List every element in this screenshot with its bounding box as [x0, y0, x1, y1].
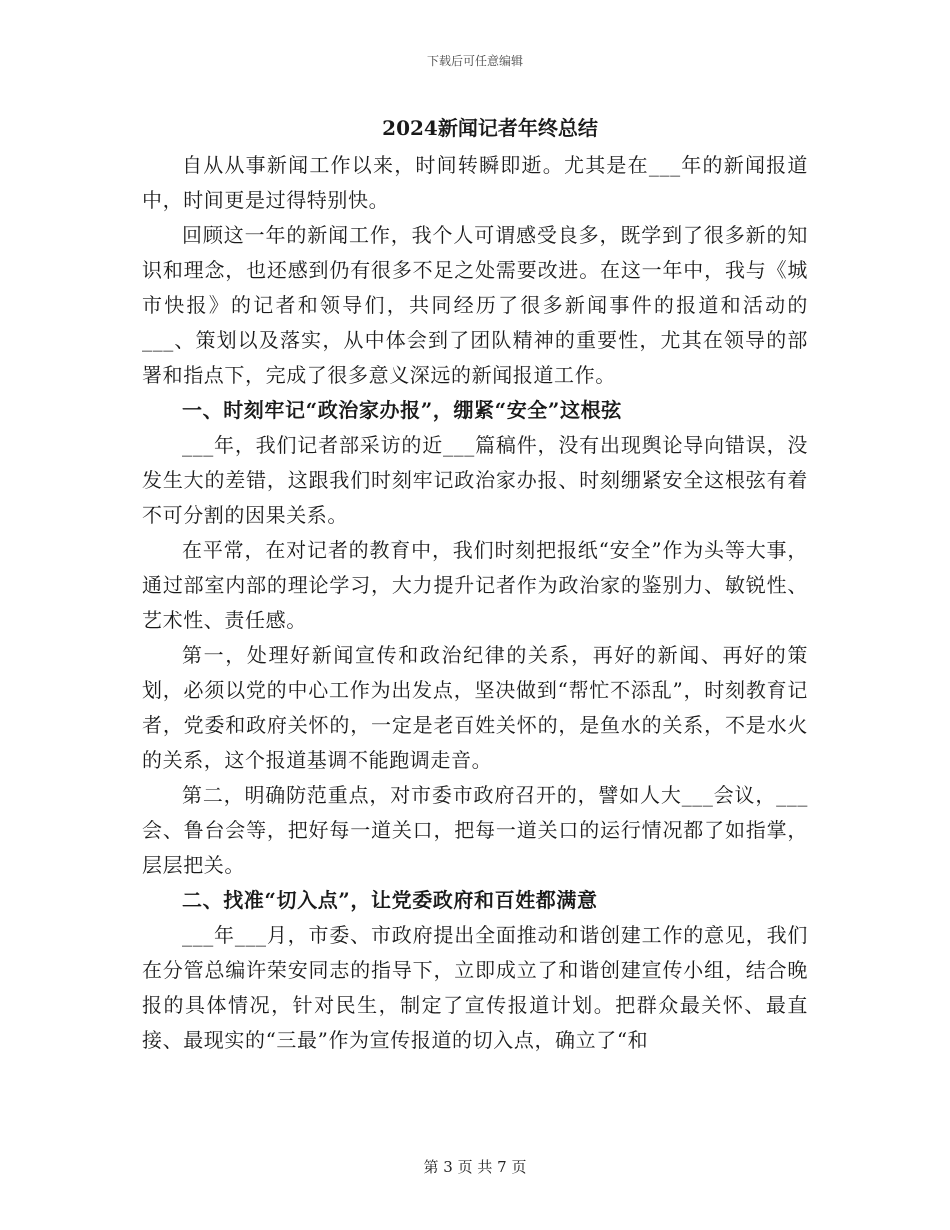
paragraph-section1-b: 在平常，在对记者的教育中，我们时刻把报纸“安全”作为头等大事，通过部室内部的理论学习，大力提升记者作为政治家的鉴别力、敏锐性、艺术性、责任感。	[142, 538, 808, 632]
section-heading-2: 二、找准“切入点”，让党委政府和百姓都满意	[182, 888, 598, 912]
page-footer: 第 3 页 共 7 页	[423, 1158, 527, 1176]
section-heading-1: 一、时刻牢记“政治家办报”，绷紧“安全”这根弦	[182, 398, 622, 422]
document-title: 2024新闻记者年终总结	[382, 116, 598, 140]
paragraph-second-point: 第二，明确防范重点，对市委市政府召开的，譬如人大___会议，___会、鲁台会等，把好每一道关口，把每一道关口的运行情况都了如指掌，层层把关。	[142, 783, 808, 877]
document-body	[142, 108, 808, 1058]
paragraph-first-point: 第一，处理好新闻宣传和政治纪律的关系，再好的新闻、再好的策划，必须以党的中心工作为出发点，坚决做到“帮忙不添乱”，时刻教育记者，党委和政府关怀的，一定是老百姓关怀的，是鱼水的关系，不是水火的关系，这个报道基调不能跑调走音。	[142, 643, 808, 772]
paragraph-section2-a: ___年___月，市委、市政府提出全面推动和谐创建工作的意见，我们在分管总编许荣安同志的指导下，立即成立了和谐创建宣传小组，结合晚报的具体情况，针对民生，制定了宣传报道计划。把群众最关怀、最直接、最现实的“三最”作为宣传报道的切入点，确立了“和	[142, 923, 808, 1052]
paragraph-intro: 自从从事新闻工作以来，时间转瞬即逝。尤其是在___年的新闻报道中，时间更是过得特别快。	[142, 153, 808, 212]
page-header: 下载后可任意编辑	[426, 54, 523, 68]
paragraph-section1-a: ___年，我们记者部采访的近___篇稿件，没有出现舆论导向错误，没发生大的差错，这跟我们时刻牢记政治家办报、时刻绷紧安全这根弦有着不可分割的因果关系。	[142, 433, 808, 527]
paragraph-review: 回顾这一年的新闻工作，我个人可谓感受良多，既学到了很多新的知识和理念，也还感到仍有很多不足之处需要改进。在这一年中，我与《城市快报》的记者和领导们，共同经历了很多新闻事件的报道和活动的___、策划以及落实，从中体会到了团队精神的重要性，尤其在领导的部署和指点下，完成了很多意义深远的新闻报道工作。	[142, 223, 808, 387]
